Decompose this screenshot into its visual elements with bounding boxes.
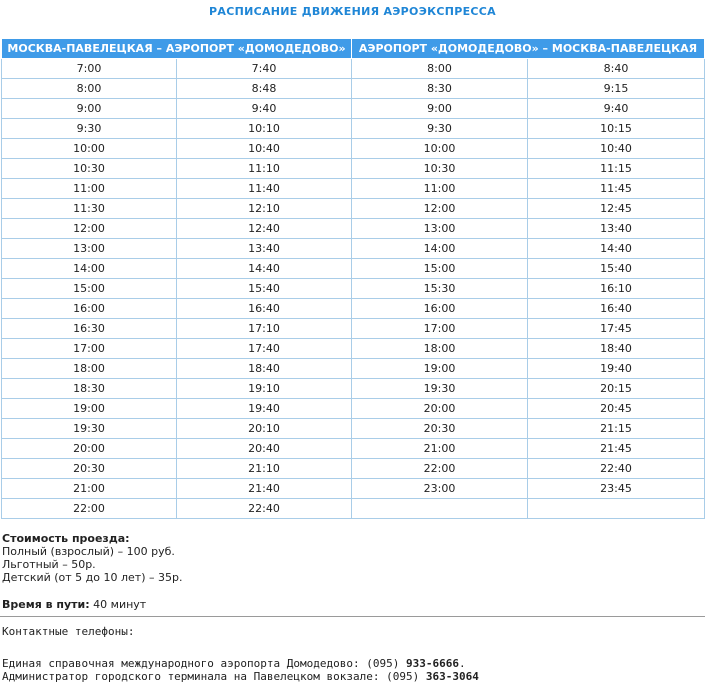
schedule-row: [2, 119, 705, 139]
schedule-row: [2, 139, 705, 159]
arrive-moscow-time: 19:40: [528, 359, 705, 379]
depart-moscow-time: 11:30: [2, 199, 177, 219]
schedule-row: [2, 499, 705, 519]
depart-airport-time: 18:00: [352, 339, 528, 359]
depart-airport-time: 10:00: [352, 139, 528, 159]
depart-airport-time: 8:00: [352, 59, 528, 79]
depart-airport-time: 8:30: [352, 79, 528, 99]
arrive-moscow-time: 10:40: [528, 139, 705, 159]
arrive-moscow-time: 23:45: [528, 479, 705, 499]
schedule-row: [2, 299, 705, 319]
fare-line-full: Полный (взрослый) – 100 руб.: [2, 545, 175, 558]
arrive-moscow-time: 8:40: [528, 59, 705, 79]
arrive-moscow-time: 9:15: [528, 79, 705, 99]
arrive-airport-time: 20:10: [177, 419, 352, 439]
depart-moscow-time: 15:00: [2, 279, 177, 299]
schedule-row: [2, 179, 705, 199]
depart-moscow-time: 14:00: [2, 259, 177, 279]
arrive-moscow-time: 16:10: [528, 279, 705, 299]
schedule-row: [2, 339, 705, 359]
depart-moscow-time: 18:30: [2, 379, 177, 399]
arrive-airport-time: 12:10: [177, 199, 352, 219]
arrive-airport-time: 7:40: [177, 59, 352, 79]
depart-airport-time: 13:00: [352, 219, 528, 239]
arrive-moscow-time: 11:45: [528, 179, 705, 199]
arrive-moscow-time: [528, 499, 705, 519]
depart-airport-time: 20:30: [352, 419, 528, 439]
schedule-header-row: [2, 39, 705, 59]
schedule-row: [2, 459, 705, 479]
arrive-airport-time: 17:10: [177, 319, 352, 339]
depart-moscow-time: 21:00: [2, 479, 177, 499]
schedule-row: [2, 239, 705, 259]
page-title: РАСПИСАНИЕ ДВИЖЕНИЯ АЭРОЭКСПРЕССА: [209, 5, 496, 18]
arrive-moscow-time: 15:40: [528, 259, 705, 279]
arrive-airport-time: 10:10: [177, 119, 352, 139]
depart-airport-time: 20:00: [352, 399, 528, 419]
arrive-airport-time: 17:40: [177, 339, 352, 359]
schedule-row: [2, 219, 705, 239]
depart-airport-time: 23:00: [352, 479, 528, 499]
depart-moscow-time: 16:00: [2, 299, 177, 319]
depart-airport-time: 22:00: [352, 459, 528, 479]
phone-terminal-admin: 363-3064: [425, 670, 479, 683]
depart-moscow-time: 13:00: [2, 239, 177, 259]
arrive-moscow-time: 20:45: [528, 399, 705, 419]
arrive-airport-time: 10:40: [177, 139, 352, 159]
depart-airport-time: [352, 499, 528, 519]
depart-moscow-time: 9:30: [2, 119, 177, 139]
travel-time: [2, 598, 146, 611]
depart-moscow-time: 10:00: [2, 139, 177, 159]
schedule-row: [2, 439, 705, 459]
depart-moscow-time: 16:30: [2, 319, 177, 339]
depart-airport-time: 11:00: [352, 179, 528, 199]
arrive-airport-time: 12:40: [177, 219, 352, 239]
depart-airport-time: 15:00: [352, 259, 528, 279]
section-divider: [0, 616, 705, 617]
contact-line-terminal-admin: Администратор городского терминала на Павелецком вокзале: (095) 363-3064: [2, 670, 479, 683]
depart-airport-time: 21:00: [352, 439, 528, 459]
depart-moscow-time: 7:00: [2, 59, 177, 79]
schedule-row: [2, 379, 705, 399]
fare-line-child: Детский (от 5 до 10 лет) – 35р.: [2, 571, 183, 584]
arrive-airport-time: 8:48: [177, 79, 352, 99]
arrive-moscow-time: 9:40: [528, 99, 705, 119]
arrive-airport-time: 19:40: [177, 399, 352, 419]
depart-moscow-time: 20:30: [2, 459, 177, 479]
schedule-row: [2, 59, 705, 79]
depart-airport-time: 16:00: [352, 299, 528, 319]
arrive-airport-time: 20:40: [177, 439, 352, 459]
travel-time-value: 40 минут: [89, 598, 147, 611]
phone-airport-info: 933-6666: [405, 657, 459, 670]
arrive-airport-time: 9:40: [177, 99, 352, 119]
depart-moscow-time: 8:00: [2, 79, 177, 99]
depart-moscow-time: 19:00: [2, 399, 177, 419]
depart-moscow-time: 17:00: [2, 339, 177, 359]
depart-moscow-time: 18:00: [2, 359, 177, 379]
contacts-heading: Контактные телефоны:: [2, 625, 135, 638]
arrive-moscow-time: 18:40: [528, 339, 705, 359]
arrive-airport-time: 11:10: [177, 159, 352, 179]
depart-moscow-time: 22:00: [2, 499, 177, 519]
arrive-moscow-time: 17:45: [528, 319, 705, 339]
depart-moscow-time: 9:00: [2, 99, 177, 119]
schedule-body: [2, 59, 705, 519]
depart-airport-time: 19:00: [352, 359, 528, 379]
arrive-moscow-time: 12:45: [528, 199, 705, 219]
schedule-row: [2, 419, 705, 439]
depart-airport-time: 9:30: [352, 119, 528, 139]
depart-airport-time: 10:30: [352, 159, 528, 179]
travel-time-label: Время в пути:: [2, 598, 90, 611]
arrive-airport-time: 16:40: [177, 299, 352, 319]
depart-moscow-time: 10:30: [2, 159, 177, 179]
arrive-airport-time: 21:10: [177, 459, 352, 479]
arrive-moscow-time: 22:40: [528, 459, 705, 479]
depart-airport-time: 9:00: [352, 99, 528, 119]
fare-line-reduced: Льготный – 50р.: [2, 558, 96, 571]
depart-airport-time: 17:00: [352, 319, 528, 339]
arrive-airport-time: 13:40: [177, 239, 352, 259]
arrive-moscow-time: 16:40: [528, 299, 705, 319]
depart-airport-time: 12:00: [352, 199, 528, 219]
schedule-table: [1, 38, 705, 519]
schedule-row: [2, 259, 705, 279]
arrive-airport-time: 19:10: [177, 379, 352, 399]
depart-airport-time: 19:30: [352, 379, 528, 399]
arrive-moscow-time: 21:15: [528, 419, 705, 439]
schedule-row: [2, 279, 705, 299]
arrive-airport-time: 18:40: [177, 359, 352, 379]
schedule-row: [2, 99, 705, 119]
schedule-row: [2, 319, 705, 339]
arrive-moscow-time: 11:15: [528, 159, 705, 179]
arrive-moscow-time: 13:40: [528, 219, 705, 239]
depart-moscow-time: 19:30: [2, 419, 177, 439]
arrive-moscow-time: 14:40: [528, 239, 705, 259]
schedule-row: [2, 159, 705, 179]
depart-moscow-time: 20:00: [2, 439, 177, 459]
depart-moscow-time: 12:00: [2, 219, 177, 239]
arrive-airport-time: 15:40: [177, 279, 352, 299]
schedule-row: [2, 479, 705, 499]
route-header-to-airport: МОСКВА-ПАВЕЛЕЦКАЯ – АЭРОПОРТ «ДОМОДЕДОВО»: [2, 39, 352, 59]
schedule-row: [2, 199, 705, 219]
schedule-row: [2, 399, 705, 419]
schedule-row: [2, 79, 705, 99]
arrive-airport-time: 11:40: [177, 179, 352, 199]
arrive-airport-time: 21:40: [177, 479, 352, 499]
contact-line-airport-info: Единая справочная международного аэропорта Домодедово: (095) 933-6666.: [2, 657, 466, 670]
arrive-moscow-time: 10:15: [528, 119, 705, 139]
arrive-airport-time: 14:40: [177, 259, 352, 279]
arrive-airport-time: 22:40: [177, 499, 352, 519]
arrive-moscow-time: 21:45: [528, 439, 705, 459]
route-header-to-city: АЭРОПОРТ «ДОМОДЕДОВО» – МОСКВА-ПАВЕЛЕЦКАЯ: [352, 39, 705, 59]
arrive-moscow-time: 20:15: [528, 379, 705, 399]
schedule-row: [2, 359, 705, 379]
depart-airport-time: 14:00: [352, 239, 528, 259]
depart-moscow-time: 11:00: [2, 179, 177, 199]
depart-airport-time: 15:30: [352, 279, 528, 299]
fare-heading: Стоимость проезда:: [2, 532, 130, 545]
